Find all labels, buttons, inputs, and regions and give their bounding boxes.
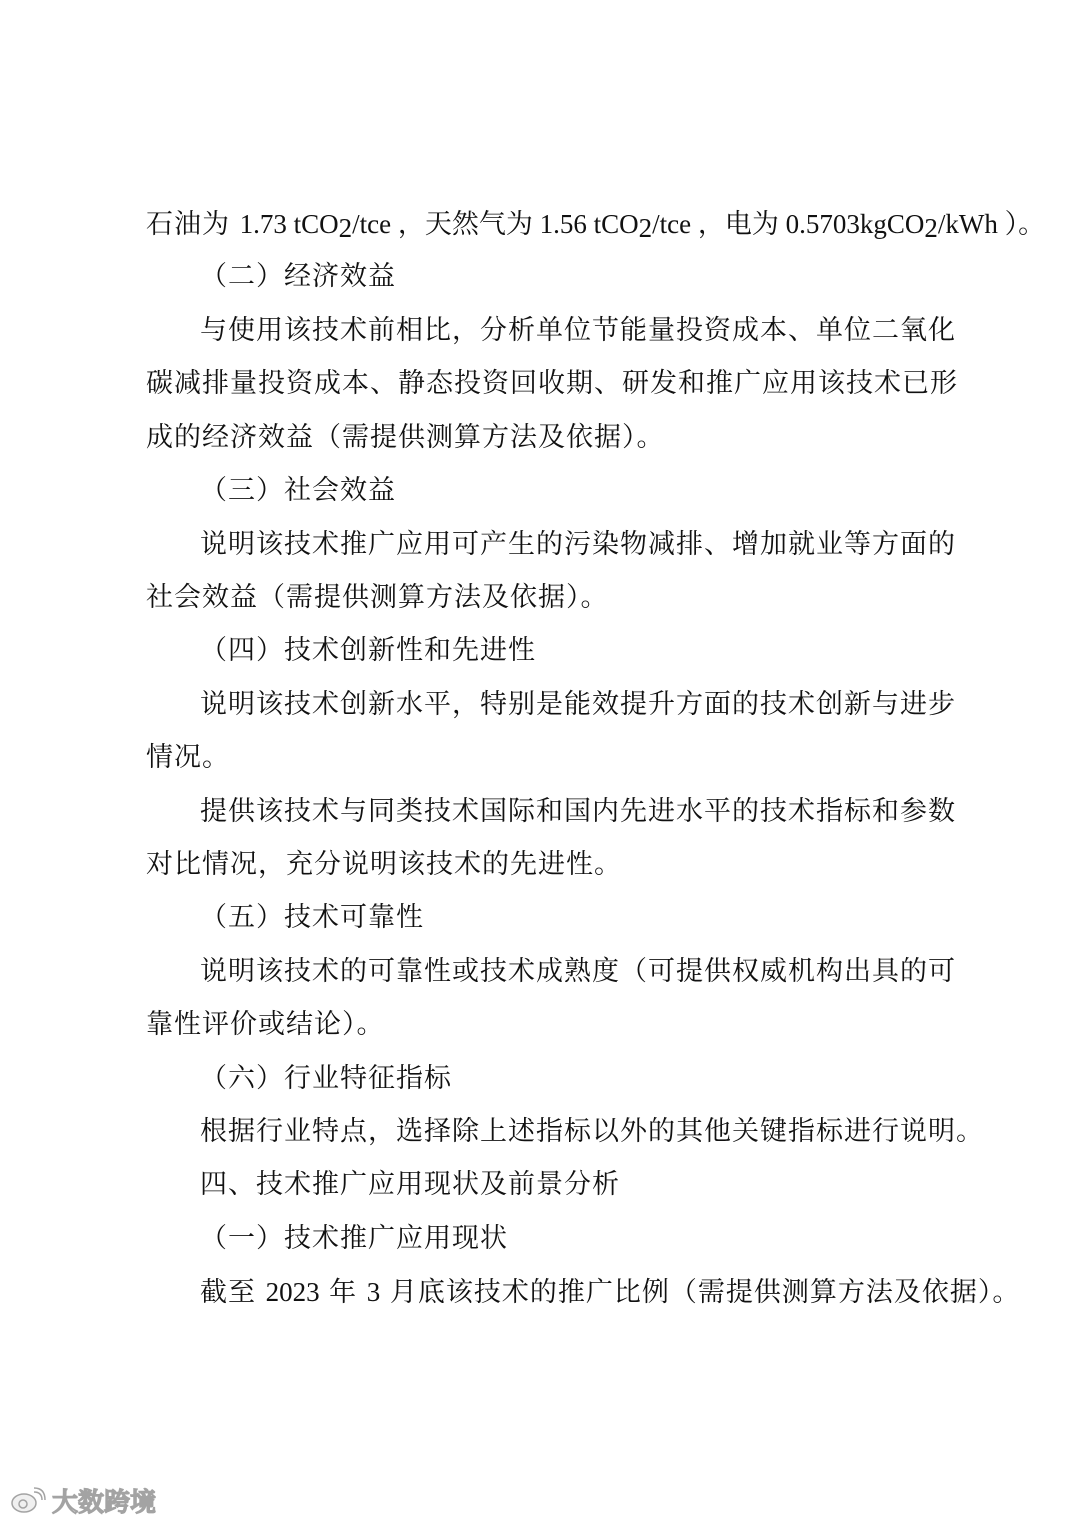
section-heading-innovation: （四）技术创新性和先进性 bbox=[200, 635, 536, 666]
subscript: 2 bbox=[638, 213, 653, 243]
text-run: 月底该技术的推广比例（需提供测算方法及依据）。 bbox=[380, 1277, 1021, 1308]
paragraph-line: 成的经济效益（需提供测算方法及依据）。 bbox=[146, 422, 665, 453]
watermark bbox=[10, 1480, 156, 1520]
oil-factor: 1.73 tCO bbox=[239, 209, 339, 239]
electricity-factor: 0.5703kgCO bbox=[785, 209, 925, 239]
subscript: 2 bbox=[924, 213, 938, 243]
text-run: /tce ，电为 bbox=[652, 209, 786, 239]
month-value: 3 bbox=[366, 1277, 381, 1307]
text-run: 石油为 bbox=[146, 209, 240, 240]
paragraph-line: 根据行业特点，选择除上述指标以外的其他关键指标进行说明。 bbox=[200, 1116, 984, 1147]
gas-factor: 1.56 tCO bbox=[539, 209, 639, 239]
paragraph-line: 提供该技术与同类技术国际和国内先进水平的技术指标和参数 bbox=[200, 796, 956, 827]
paragraph-line: 情况。 bbox=[146, 742, 230, 773]
promotion-ratio-line bbox=[200, 1274, 1021, 1311]
subscript: 2 bbox=[338, 213, 353, 243]
paragraph-line: 说明该技术创新水平，特别是能效提升方面的技术创新与进步 bbox=[200, 689, 956, 720]
weibo-logo-icon bbox=[10, 1486, 46, 1514]
text-run: /kWh ）。 bbox=[937, 209, 1046, 239]
chapter-heading: 四、技术推广应用现状及前景分析 bbox=[200, 1169, 620, 1200]
emission-factor-line bbox=[146, 206, 1046, 243]
paragraph-line: 说明该技术推广应用可产生的污染物减排、增加就业等方面的 bbox=[200, 529, 956, 560]
watermark-text: 大数跨境 bbox=[52, 1487, 157, 1518]
paragraph-line: 碳减排量投资成本、静态投资回收期、研发和推广应用该技术已形 bbox=[146, 368, 958, 399]
section-heading-reliability: （五）技术可靠性 bbox=[200, 902, 424, 933]
paragraph-line: 社会效益（需提供测算方法及依据）。 bbox=[146, 582, 609, 613]
paragraph-line: 说明该技术的可靠性或技术成熟度（可提供权威机构出具的可 bbox=[200, 956, 956, 987]
text-run: 年 bbox=[319, 1277, 367, 1308]
text-run: /tce ，天然气为 bbox=[352, 209, 540, 239]
text-run: 截至 bbox=[200, 1277, 266, 1308]
section-heading-status: （一）技术推广应用现状 bbox=[200, 1223, 508, 1254]
paragraph-line: 对比情况，充分说明该技术的先进性。 bbox=[146, 849, 622, 880]
paragraph-line: 与使用该技术前相比，分析单位节能量投资成本、单位二氧化 bbox=[200, 315, 956, 346]
section-heading-social: （三）社会效益 bbox=[200, 475, 396, 506]
paragraph-line: 靠性评价或结论）。 bbox=[146, 1009, 385, 1040]
section-heading-economic: （二）经济效益 bbox=[200, 261, 396, 292]
section-heading-industry: （六）行业特征指标 bbox=[200, 1063, 452, 1094]
year-value: 2023 bbox=[265, 1277, 320, 1307]
